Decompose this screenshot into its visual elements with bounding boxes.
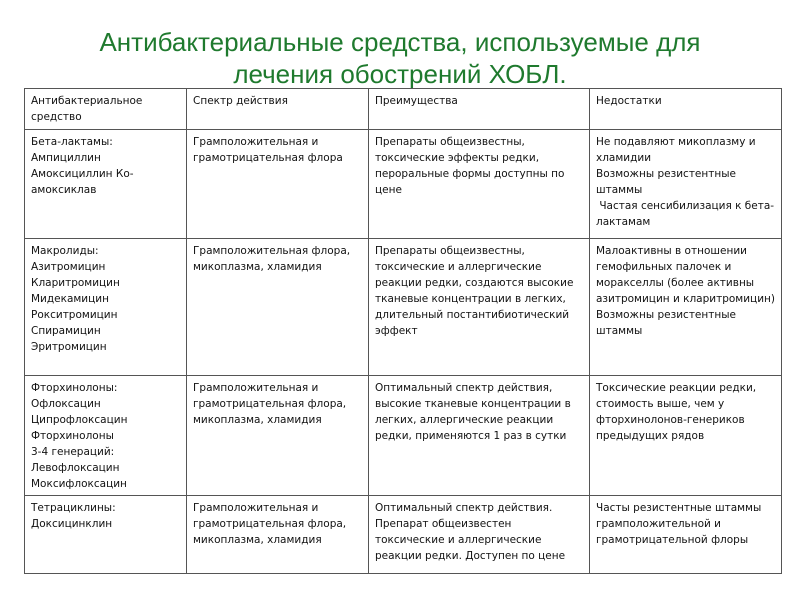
table-header-row xyxy=(25,89,782,130)
disadvantage-line: Не подавляют микоплазму и хламидии xyxy=(596,136,759,164)
cell-disadvantages xyxy=(590,130,782,239)
agent-line: Кларитромицин xyxy=(31,277,120,289)
header-spectrum: Спектр действия xyxy=(187,89,369,130)
disadvantage-line: Малоактивны в отношении гемофильных палочек и моракселлы (более активны азитромицин и кларитромицин) xyxy=(596,245,775,305)
agent-line: Эритромицин xyxy=(31,341,107,353)
disadvantage-line: Часты резистентные штаммы грамположительной и грамотрицательной флоры xyxy=(596,502,765,546)
header-agent: Антибактериальное средство xyxy=(25,89,187,130)
agent-line: Амоксициллин Ко-амоксиклав xyxy=(31,168,134,196)
agent-line: Тетрациклины: xyxy=(31,502,116,514)
table-row-beta-lactams xyxy=(25,130,782,239)
agent-line: Мидекамицин xyxy=(31,293,109,305)
cell-agents xyxy=(25,130,187,239)
agent-line: Фторхинолоны: xyxy=(31,382,118,394)
slide-title-line-1: Антибактериальные средства, используемые для xyxy=(99,27,701,57)
agent-line: Спирамицин xyxy=(31,325,101,337)
agent-line: Бета-лактамы: xyxy=(31,136,113,148)
slide-title xyxy=(40,26,760,90)
cell-disadvantages xyxy=(590,376,782,496)
cell-disadvantages xyxy=(590,496,782,574)
slide-title-line-2: лечения обострений ХОБЛ. xyxy=(233,59,567,89)
table-row-fluoroquinolones xyxy=(25,376,782,496)
agent-line: 3-4 генераций: xyxy=(31,446,115,458)
header-advantages: Преимущества xyxy=(369,89,590,130)
disadvantage-line: Возможны резистентные штаммы xyxy=(596,309,740,337)
cell-spectrum: Грамположительная и грамотрицательная флора xyxy=(187,130,369,239)
agent-line: Левофлоксацин xyxy=(31,462,120,474)
cell-advantages: Препараты общеизвестны, токсические эффекты редки, пероральные формы доступны по цене xyxy=(369,130,590,239)
cell-spectrum: Грамположительная и грамотрицательная флора, микоплазма, хламидия xyxy=(187,376,369,496)
agent-line: Ципрофлоксацин xyxy=(31,414,128,426)
agent-line: Моксифлоксацин xyxy=(31,478,127,490)
antibacterial-table xyxy=(24,88,782,574)
table-row-tetracyclines xyxy=(25,496,782,574)
agent-line: Макролиды: xyxy=(31,245,99,257)
cell-spectrum: Грамположительная флора, микоплазма, хламидия xyxy=(187,239,369,376)
cell-agents xyxy=(25,496,187,574)
header-disadvantages: Недостатки xyxy=(590,89,782,130)
agent-line: Доксицинклин xyxy=(31,518,113,530)
cell-agents xyxy=(25,376,187,496)
agent-line: Фторхинолоны xyxy=(31,430,114,442)
agent-line: Ампициллин xyxy=(31,152,101,164)
agent-line: Рокситромицин xyxy=(31,309,118,321)
cell-advantages: Препараты общеизвестны, токсические и аллергические реакции редки, создаются высокие тканевые концентрации в легких, длительный постантибиотический эффект xyxy=(369,239,590,376)
disadvantage-line: Токсические реакции редки, стоимость выше, чем у фторхинолонов-генериков предыдущих рядов xyxy=(596,382,760,442)
disadvantage-line: Частая сенсибилизация к бета-лактамам xyxy=(596,200,775,228)
disadvantage-line: Возможны резистентные штаммы xyxy=(596,168,740,196)
agent-line: Офлоксацин xyxy=(31,398,101,410)
cell-spectrum: Грамположительная и грамотрицательная флора, микоплазма, хламидия xyxy=(187,496,369,574)
agent-line: Азитромицин xyxy=(31,261,106,273)
cell-disadvantages xyxy=(590,239,782,376)
cell-agents xyxy=(25,239,187,376)
cell-advantages: Оптимальный спектр действия, высокие тканевые концентрации в легких, аллергические реакции редки, применяются 1 раз в сутки xyxy=(369,376,590,496)
cell-advantages: Оптимальный спектр действия. Препарат общеизвестен токсические и аллергические реакции редки. Доступен по цене xyxy=(369,496,590,574)
table-row-macrolides xyxy=(25,239,782,376)
